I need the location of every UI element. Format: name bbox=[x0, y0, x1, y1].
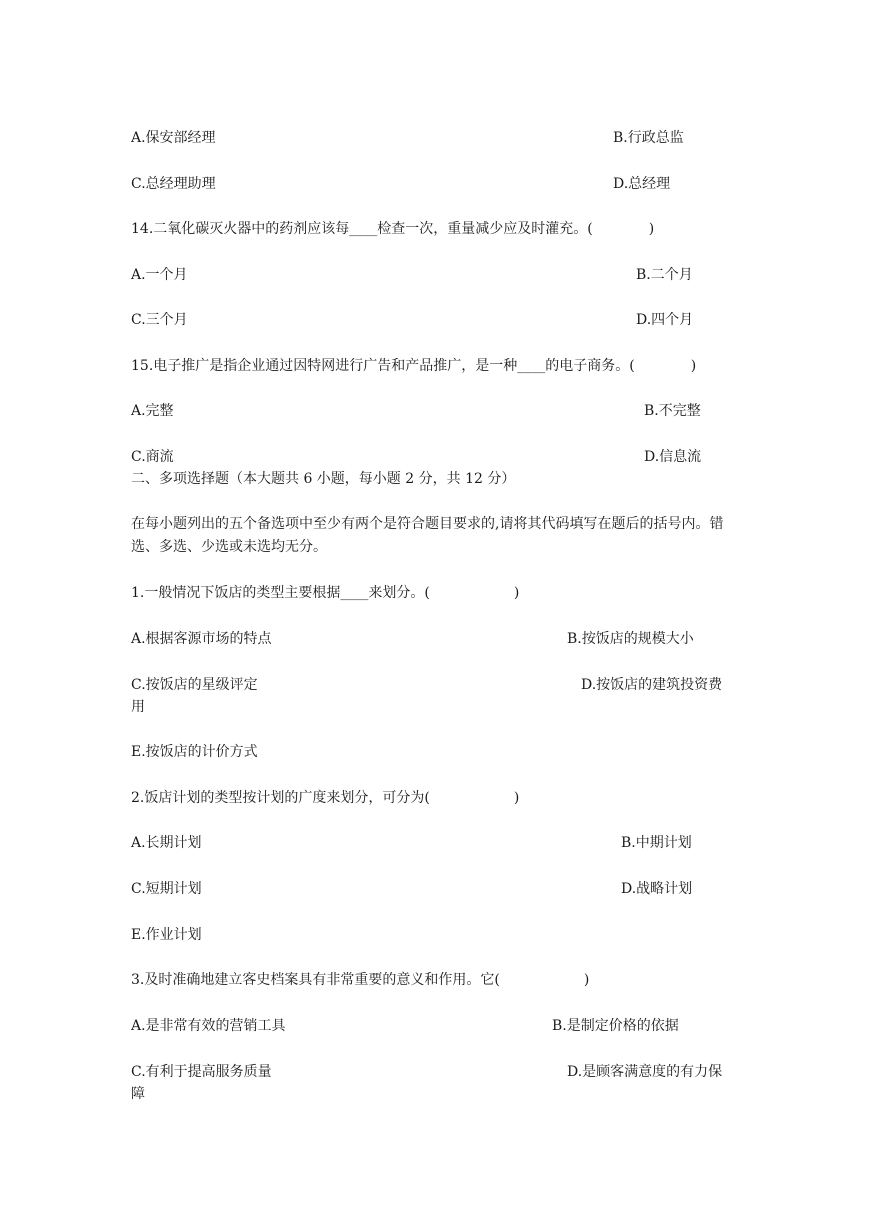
m3-option-d: D.是顾客满意度的有力保 bbox=[567, 1064, 723, 1080]
m3-option-d-wrap: 障 bbox=[131, 1086, 145, 1102]
q15-option-d: D.信息流 bbox=[644, 449, 702, 465]
q13-option-c: C.总经理助理 bbox=[131, 176, 216, 192]
q13-option-b: B.行政总监 bbox=[613, 130, 684, 146]
q13-option-d: D.总经理 bbox=[613, 176, 671, 192]
m3-option-b: B.是制定价格的依据 bbox=[552, 1018, 679, 1034]
m2-option-d: D.战略计划 bbox=[621, 881, 693, 897]
m1-stem: 1.一般情况下饭店的类型主要根据____来划分。( ) bbox=[131, 585, 520, 601]
m3-option-c: C.有利于提高服务质量 bbox=[131, 1064, 272, 1080]
q15-option-a: A.完整 bbox=[131, 403, 174, 419]
q13-option-a: A.保安部经理 bbox=[131, 130, 216, 146]
m1-option-c: C.按饭店的星级评定 bbox=[131, 677, 258, 693]
m1-option-a: A.根据客源市场的特点 bbox=[131, 631, 272, 647]
q14-option-d: D.四个月 bbox=[636, 312, 694, 328]
m2-option-a: A.长期计划 bbox=[131, 835, 202, 851]
q15-stem: 15.电子推广是指企业通过因特网进行广告和产品推广，是一种____的电子商务。( ) bbox=[131, 358, 697, 374]
m2-option-b: B.中期计划 bbox=[621, 835, 692, 851]
m2-stem: 2.饭店计划的类型按计划的广度来划分，可分为( ) bbox=[131, 790, 520, 806]
m1-option-d-wrap: 用 bbox=[131, 699, 145, 715]
q14-stem: 14.二氧化碳灭火器中的药剂应该每____检查一次，重量减少应及时灌充。( ) bbox=[131, 221, 655, 237]
m3-stem: 3.及时准确地建立客史档案具有非常重要的意义和作用。它( ) bbox=[131, 972, 590, 988]
m2-option-e: E.作业计划 bbox=[131, 927, 202, 943]
q14-option-b: B.二个月 bbox=[636, 267, 693, 283]
q14-option-a: A.一个月 bbox=[131, 267, 188, 283]
m2-option-c: C.短期计划 bbox=[131, 881, 202, 897]
m1-option-b: B.按饭店的规模大小 bbox=[567, 631, 694, 647]
section2-instructions: 在每小题列出的五个备选项中至少有两个是符合题目要求的,请将其代码填写在题后的括号内。错选、多选、少选或未选均无分。 bbox=[131, 516, 724, 555]
m1-option-d: D.按饭店的建筑投资费 bbox=[581, 677, 723, 693]
q15-option-b: B.不完整 bbox=[644, 403, 701, 419]
section2-title: 二、多项选择题（本大题共 6 小题，每小题 2 分，共 12 分） bbox=[131, 471, 516, 487]
m1-option-e: E.按饭店的计价方式 bbox=[131, 744, 258, 760]
m3-option-a: A.是非常有效的营销工具 bbox=[131, 1018, 286, 1034]
q15-option-c: C.商流 bbox=[131, 449, 174, 465]
q14-option-c: C.三个月 bbox=[131, 312, 188, 328]
